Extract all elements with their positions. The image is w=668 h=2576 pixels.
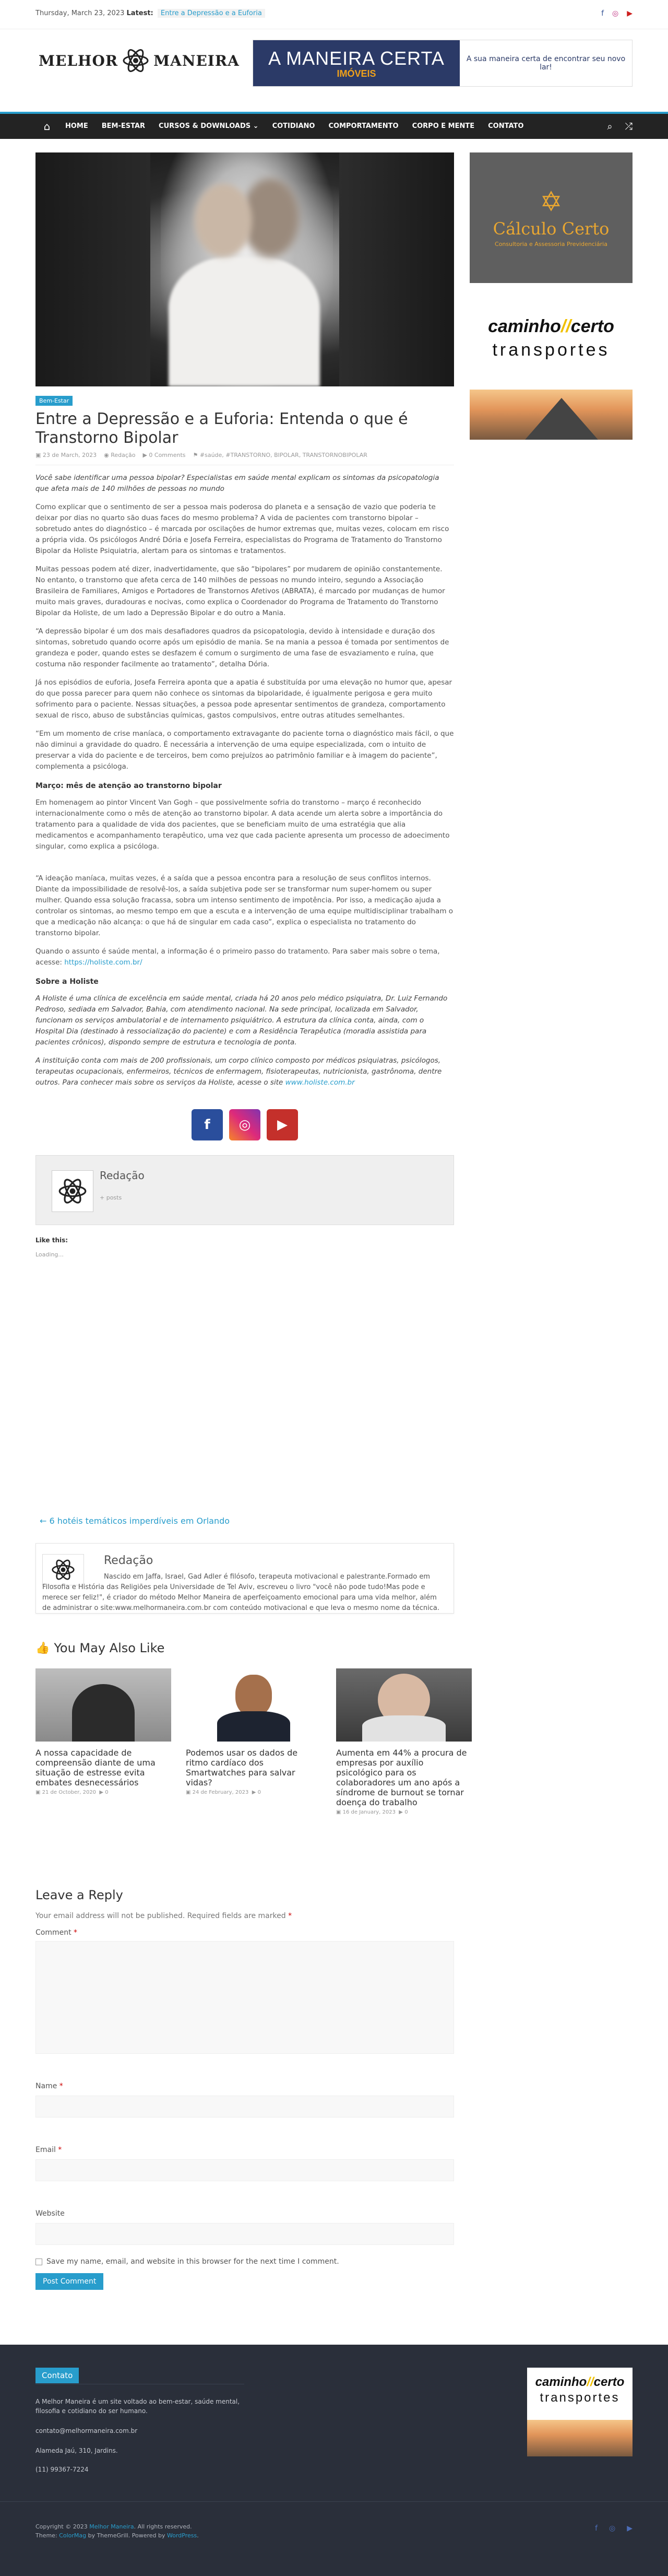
related-card-comments: 0: [404, 1809, 408, 1815]
nav-item-cursos-downloads[interactable]: [152, 114, 266, 139]
avatar[interactable]: [52, 1170, 93, 1212]
top-social-links: [601, 9, 633, 18]
holiste-link[interactable]: https://holiste.com.br/: [64, 958, 142, 967]
author-posts-link[interactable]: + posts: [100, 1194, 122, 1201]
nav-item-contato[interactable]: CONTATO: [488, 122, 524, 130]
related-thumbnail[interactable]: [336, 1668, 472, 1742]
website-label: Website: [35, 2209, 65, 2218]
article-title: Entre a Depressão e a Euforia: Entenda o que é Transtorno Bipolar: [35, 410, 408, 447]
required-mark: *: [74, 1928, 78, 1937]
paragraph: Já nos episódios de euforia, Josefa Ferreira aponta que a apatia é substituída por uma elevação no humor que, apesar do que possa parecer para quem não conhece os sintomas da bipolaridade, é igualmente perigosa e gera muito sofrimento para o paciente. Nessas situações, a pessoa pode apresentar sentimentos de grandeza, comportamento sexual de risco, abuso de substâncias químicas, gastos compulsivos, entre outras atitudes semelhantes.: [35, 678, 452, 720]
paragraph: Muitas pessoas podem até dizer, inadvertidamente, que são “bipolares” por mudarem de opinião constantemente. No entanto, o transtorno que afeta cerca de 140 milhões de pessoas no mundo inteiro, segundo a Associação Brasileira de Familiares, Amigos e Portadores de Transtornos Afetivos (ABRATA), é marcado por mudanças de humor muito mais graves, duradouras e nocivas, como explica o Coordenador do Programa de Tratamento do Transtorno Bipolar da Holiste, de um lado a Depressão Bipolar e do outro a Mania.: [35, 565, 445, 617]
theme-link[interactable]: ColorMag: [59, 2532, 87, 2539]
related-thumbnail[interactable]: [186, 1668, 321, 1742]
nav-item-bem-estar[interactable]: BEM-ESTAR: [101, 122, 146, 130]
star-of-david-icon: ✡: [540, 186, 563, 218]
required-mark: *: [58, 2146, 62, 2154]
atom-logo-icon: [122, 47, 149, 74]
article-lead: Você sabe identificar uma pessoa bipolar? Especialistas em saúde mental explicam os sintomas da psicopatologia que afeta mais de 140 milhões de pessoas no mundo: [35, 474, 439, 493]
related-card-title[interactable]: Podemos usar os dados de ritmo cardíaco dos Smartwatches para salvar vidas?: [186, 1748, 298, 1787]
post-comment-button[interactable]: Post Comment: [35, 2273, 103, 2290]
author-box: [35, 1155, 454, 1225]
footer-phone: (11) 99367-7224: [35, 2466, 89, 2473]
section-heading: Sobre a Holiste: [35, 978, 99, 986]
theme-label: Theme:: [35, 2532, 57, 2539]
thumbs-up-icon: 👍: [35, 1641, 50, 1655]
footer-social-links: [595, 2524, 633, 2533]
related-card-date: 16 de January, 2023: [342, 1809, 396, 1815]
copyright-brand-link[interactable]: Melhor Maneira: [89, 2523, 134, 2530]
footer-ad-caminho-certo[interactable]: [527, 2368, 633, 2456]
footer-email: contato@melhormaneira.com.br: [35, 2427, 138, 2434]
article-meta: [35, 452, 454, 458]
category-badge[interactable]: Bem-Estar: [35, 396, 73, 406]
latest-label: Latest:: [126, 9, 153, 17]
previous-post-link[interactable]: ← 6 hotéis temáticos imperdíveis em Orlando: [40, 1516, 230, 1526]
footer-address: Alameda Jaú, 310, Jardins.: [35, 2447, 118, 2454]
social-share-icons: [35, 1109, 454, 1140]
related-posts: [35, 1668, 467, 1815]
tag-icon: ⚑ #saúde, #TRANSTORNO, BIPOLAR, TRANSTORNOBIPOLAR: [193, 452, 367, 458]
current-date: Thursday, March 23, 2023: [35, 9, 125, 17]
save-info-label: Save my name, email, and website in this browser for the next time I comment.: [46, 2257, 339, 2266]
ad-logo: caminho//certo: [535, 2375, 625, 2389]
nav-item-home[interactable]: HOME: [65, 122, 88, 130]
article-date[interactable]: 23 de March, 2023: [42, 452, 97, 458]
youtube-icon[interactable]: ▶: [627, 9, 633, 18]
name-field[interactable]: [35, 2096, 454, 2118]
road-image: [527, 2420, 633, 2456]
article-tags[interactable]: #saúde, #TRANSTORNO, BIPOLAR, TRANSTORNOBIPOLAR: [199, 452, 367, 458]
comment-form: [35, 1888, 454, 2290]
site-footer: [0, 2345, 668, 2576]
website-field[interactable]: [35, 2223, 454, 2245]
youtube-icon[interactable]: ▶: [627, 2524, 633, 2533]
copyright-suffix: . All rights reserved.: [134, 2523, 192, 2530]
save-info-checkbox-row: [35, 2257, 454, 2266]
footer-heading: Contato: [35, 2368, 79, 2383]
reply-note: [35, 1912, 454, 1920]
atom-logo-icon: [58, 1177, 87, 1206]
banner-tagline: A sua maneira certa de encontrar seu novo lar!: [466, 55, 626, 72]
ad-logo-part-b: certo: [593, 2375, 625, 2389]
random-post-icon[interactable]: ⤮: [625, 121, 633, 132]
reply-title: Leave a Reply: [35, 1888, 123, 1902]
name-label: [35, 2082, 454, 2090]
related-card[interactable]: [336, 1668, 472, 1815]
featured-image: [35, 152, 454, 386]
paragraph: A Holiste é uma clínica de excelência em saúde mental, criada há 20 anos pelo médico psiquiatra, Dr. Luiz Fernando Pedroso, sediada em Salvador, Bahia, com atendimento nacional. Na sede principal, localizada em Salvador, funcionam os serviços ambulatorial e de internamento psiquiátrico. A estrutura da clínica conta, ainda, com o Hospital Dia (destinado à ressocialização do paciente) e com a Residência Terapêutica (moradia assistida para pacientes crônicos), dispondo sempre de estrutura e tecnologia de ponta.: [35, 994, 448, 1046]
banner-title: A MANEIRA CERTA: [268, 47, 445, 69]
logo-text-left: MELHOR: [39, 52, 118, 69]
likes-heading: Like this:: [35, 1237, 68, 1244]
logo-text-right: MANEIRA: [153, 52, 240, 69]
related-title: You May Also Like: [54, 1641, 165, 1655]
nav-item-comportamento[interactable]: COMPORTAMENTO: [328, 122, 399, 130]
paragraph: “Em um momento de crise maníaca, o comportamento extravagante do paciente torna o diagnóstico mais fácil, o que não diminui a gravidade do quadro. É necessária a intervenção de uma equipe especializada, com o intuito de preservar a vida do paciente e de terceiros, bem como prejuízos ao patrimônio familiar e à imagem do paciente”, complementa a psicóloga.: [35, 730, 454, 771]
required-mark: *: [288, 1912, 292, 1920]
comment-label-text: Comment: [35, 1928, 71, 1937]
instagram-icon[interactable]: ◎: [229, 1109, 260, 1140]
likes-loading: Loading...: [35, 1251, 64, 1258]
ad-brand-name: Cálculo Certo: [493, 218, 610, 239]
ad-logo-part-a: caminho: [488, 316, 561, 336]
author-name: Redação: [104, 1554, 153, 1567]
nav-item-corpo-e-mente[interactable]: CORPO E MENTE: [412, 122, 475, 130]
theme-credit: by ThemeGrill. Powered by: [88, 2532, 165, 2539]
banner-subtitle: IMÓVEIS: [337, 68, 376, 79]
ad-logo-sub: transportes: [540, 2391, 620, 2405]
section-heading: Março: mês de atenção ao transtorno bipolar: [35, 782, 222, 790]
youtube-icon[interactable]: ▶: [267, 1109, 298, 1140]
paragraph: “A depressão bipolar é um dos mais desafiadores quadros da psicopatologia, devido à intensidade e duração dos sintomas, sobretudo quando ocorre após um episódio de mania. Se na mania a pessoa é tomada por sentimentos de grandeza e poder, quando estes se desfazem é comum o surgimento de uma fase de esvaziamento e ruína, que costuma não responder facilmente ao tratamento”, detalha Dória.: [35, 627, 449, 668]
related-heading: [35, 1641, 164, 1655]
save-info-checkbox[interactable]: [35, 2259, 42, 2265]
name-label-text: Name: [35, 2082, 57, 2090]
related-card[interactable]: [186, 1668, 321, 1815]
article-comments[interactable]: 0 Comments: [149, 452, 186, 458]
related-card-title[interactable]: Aumenta em 44% a procura de empresas por auxílio psicológico para os colaboradores um ano após a síndrome de burnout se tornar doença do trabalho: [336, 1748, 467, 1807]
home-icon[interactable]: ⌂: [43, 120, 51, 133]
search-icon[interactable]: ⌕: [607, 121, 613, 132]
related-thumbnail[interactable]: [35, 1668, 171, 1742]
related-card-meta: ▣ 16 de January, 2023 ▶ 0: [336, 1809, 408, 1815]
reply-note-text: Your email address will not be published. Required fields are marked: [35, 1912, 286, 1920]
facebook-icon[interactable]: f: [601, 9, 604, 18]
comment-icon: ▶ 0 Comments: [142, 452, 186, 458]
facebook-icon[interactable]: f: [595, 2524, 598, 2533]
paragraph-text: Quando o assunto é saúde mental, a informação é o primeiro passo do tratamento. Para saber mais sobre o tema, acesse:: [35, 947, 440, 967]
sidebar-ad-calculo-certo[interactable]: [470, 152, 633, 283]
related-card-comments: 0: [105, 1790, 109, 1795]
copyright-text: Copyright © 2023: [35, 2523, 88, 2530]
site-logo[interactable]: [39, 47, 240, 74]
paragraph: [35, 1055, 454, 1088]
sidebar: [470, 152, 633, 440]
paragraph: Em homenagem ao pintor Vincent Van Gogh – que possivelmente sofria do transtorno – março é reconhecido internacionalmente como o mês de atenção ao transtorno bipolar. A data acende um alerta sobre a importância do tratamento para a qualidade de vida dos pacientes, que se beneficiam muito de uma estratégia que alia medicamentos e acompanhamento terapêutico, uma vez que cada paciente apresenta um processo de adoecimento singular, como explica a psicóloga.: [35, 798, 450, 851]
chevron-down-icon: ⌄: [253, 122, 259, 130]
required-mark: *: [59, 2082, 63, 2090]
footer-about: A Melhor Maneira é um site voltado ao bem-estar, saúde mental, filosofia e cotidiano do ser humano.: [35, 2398, 240, 2415]
related-card-date: 21 de October, 2020: [42, 1790, 97, 1795]
related-card-comments: 0: [257, 1790, 261, 1795]
banner-brand: [253, 40, 460, 86]
main-navigation: [0, 112, 668, 139]
author-name[interactable]: Redação: [100, 1169, 145, 1182]
author-bio-text: Nascido em Jaffa, Israel, Gad Adler é filósofo, terapeuta motivacional e palestrante.Formado em Filosofia e História das Religiões pela Universidade de Tel Aviv, escreveu o livro "você não pode tudo!Mas pode e merece ser feliz!", é criador do método Melhor Maneira de aperfeiçoamento emocional para uma vida melhor, além de administrar o site:www.melhormaneira.com.br com conteúdo motivacional e que leva o mesmo nome da técnica.: [42, 1573, 439, 1612]
calendar-icon: ▣ 23 de March, 2023: [35, 452, 97, 458]
latest-news-link[interactable]: Entre a Depressão e a Euforia: [158, 9, 265, 18]
footer-copyright: Copyright © 2023 Melhor Maneira. All rights reserved. Theme: ColorMag by ThemeGrill. Powered by WordPress.: [35, 2523, 199, 2539]
top-bar: [0, 0, 668, 29]
ad-logo-part-b: certo: [570, 316, 614, 336]
holiste-site-link[interactable]: www.holiste.com.br: [285, 1078, 355, 1087]
paragraph-text: A instituição conta com mais de 200 profissionais, um corpo clínico composto por médicos psiquiatras, psicólogos, terapeutas ocupacionais, enfermeiros, técnicos de enfermagem, fisioterapeutas, nutricionista, gastrônoma, dentre outros. Para conhecer mais sobre os serviços da Holiste, acesse o site: [35, 1056, 442, 1087]
related-card-title[interactable]: A nossa capacidade de compreensão diante de uma situação de estresse evita embates desnecessários: [35, 1748, 156, 1787]
nav-item-cotidiano[interactable]: COTIDIANO: [272, 122, 315, 130]
comment-label: [35, 1928, 454, 1937]
site-header: [0, 29, 668, 112]
instagram-icon[interactable]: ◎: [612, 9, 619, 18]
related-card[interactable]: [35, 1668, 171, 1815]
facebook-icon[interactable]: f: [192, 1109, 223, 1140]
user-icon: ◉ Redação: [104, 452, 136, 458]
article-author[interactable]: Redação: [111, 452, 136, 458]
related-card-date: 24 de February, 2023: [192, 1790, 249, 1795]
road-image: [470, 390, 633, 440]
header-ad-banner[interactable]: [253, 40, 633, 87]
email-label: [35, 2146, 454, 2154]
author-bio: [35, 1543, 454, 1614]
email-field[interactable]: [35, 2159, 454, 2181]
nav-item-cursos-label: CURSOS & DOWNLOADS: [159, 122, 251, 130]
instagram-icon[interactable]: ◎: [609, 2524, 616, 2533]
ad-logo-sub: transportes: [492, 340, 610, 360]
ad-brand-sub: Consultoria e Assessoria Previdenciária: [495, 240, 607, 248]
comment-textarea[interactable]: [35, 1941, 454, 2054]
article: [35, 152, 454, 1258]
wordpress-link[interactable]: WordPress: [167, 2532, 197, 2539]
ad-logo-part-a: caminho: [535, 2375, 587, 2389]
related-card-meta: ▣ 24 de February, 2023 ▶ 0: [186, 1790, 261, 1795]
email-label-text: Email: [35, 2146, 56, 2154]
paragraph: Como explicar que o sentimento de ser a pessoa mais poderosa do planeta e a sensação de vazio que poderia te deixar por dias no quarto são duas faces do mesmo problema? A vida de pacientes com transtorno bipolar – sobretudo antes do diagnóstico – é marcada por oscilações de humor extremas que, muitas vezes, colocam em risco a própria vida. Os psicólogos André Dória e Josefa Ferreira, especialistas do Programa de Tratamento do Transtorno Bipolar da Holiste Psiquiatria, alertam para os sintomas e tratamentos.: [35, 503, 449, 555]
paragraph: “A ideação maníaca, muitas vezes, é a saída que a pessoa encontra para a resolução de seus conflitos internos. Diante da impossibilidade de resolvê-los, a saída subjetiva pode ser se transformar num super-homem ou super mulher. Quando essa solução fracassa, sobra um intenso sentimento de impotência. Por isso, a medicação ajuda a controlar os sintomas, ao mesmo tempo em que a escuta e a intervenção de uma equipe multidisciplinar trabalham o que a medicação não alcança: o que há de singular em cada caso”, explica o especialista no tratamento do transtorno bipolar.: [35, 874, 454, 937]
paragraph: [35, 946, 454, 968]
related-card-meta: ▣ 21 de October, 2020 ▶ 0: [35, 1790, 109, 1795]
ad-logo: caminho//certo: [488, 316, 614, 336]
sidebar-ad-caminho-certo[interactable]: [470, 304, 633, 440]
